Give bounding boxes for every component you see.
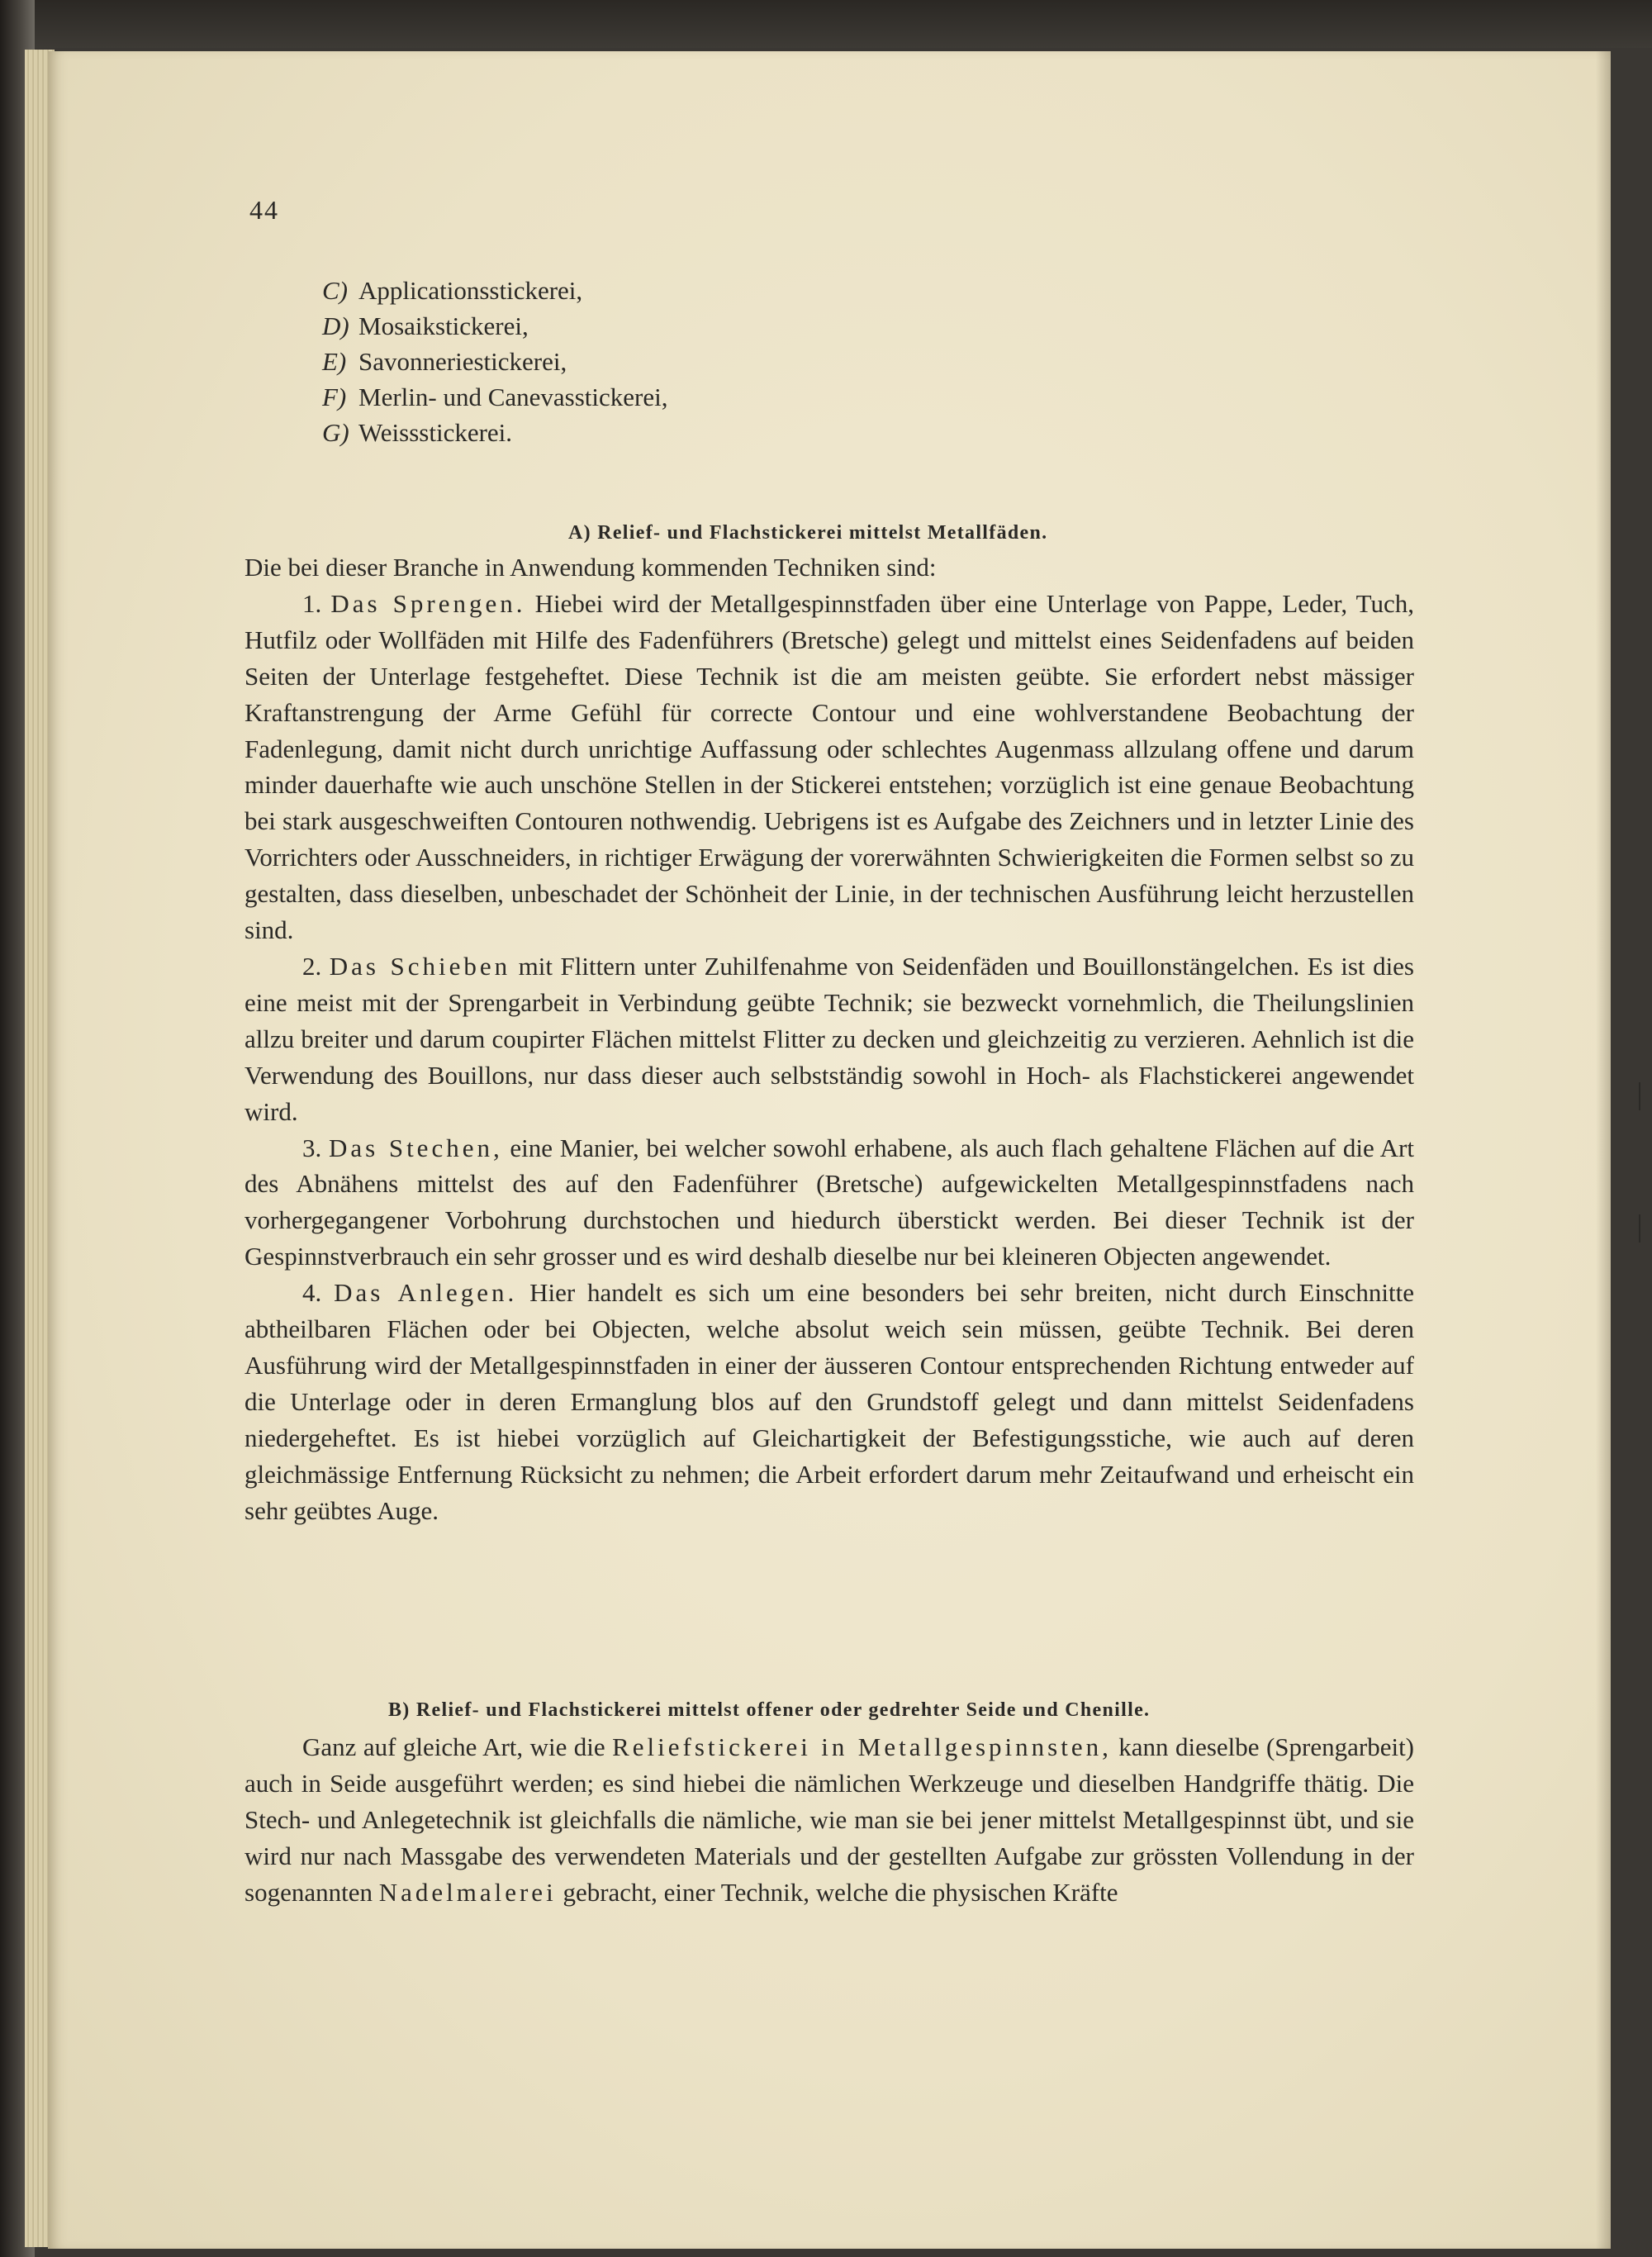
- section-a-intro: Die bei dieser Branche in Anwendung kommenden Techniken sind:: [244, 553, 937, 582]
- toc-text: Savonneriestickerei,: [358, 347, 567, 376]
- scan-background-top: [0, 0, 1652, 48]
- technique-number: 2.: [302, 951, 322, 981]
- toc-text: Merlin- und Canevasstickerei,: [358, 383, 668, 411]
- toc-letter: E): [322, 347, 347, 376]
- toc-text: Weissstickerei.: [358, 418, 513, 447]
- toc-item: [322, 415, 667, 450]
- toc-letter: D): [322, 311, 349, 340]
- section-b-text-start: Ganz auf gleiche Art, wie die: [302, 1732, 605, 1761]
- section-a-heading: A) Relief- und Flachstickerei mittelst Metallfäden.: [568, 522, 1048, 544]
- section-b-paragraph: [244, 1729, 1414, 1911]
- toc-text: Mosaikstickerei,: [358, 311, 529, 340]
- page-gutter-shadow: [1596, 51, 1611, 2249]
- toc-letter: F): [322, 383, 347, 411]
- technique-number: 4.: [302, 1278, 322, 1308]
- page-number: 44: [249, 195, 279, 225]
- technique-paragraph: [244, 948, 1414, 1130]
- technique-paragraph: [244, 1275, 1414, 1528]
- technique-number: 1.: [302, 588, 322, 618]
- technique-term: Das Sprengen.: [330, 588, 526, 618]
- toc-item: [322, 308, 667, 344]
- margin-mark: [1639, 1082, 1640, 1110]
- toc-item: [322, 379, 667, 415]
- technique-paragraph: [244, 1130, 1414, 1276]
- toc-letter: C): [322, 276, 348, 305]
- section-b-term-2: Nadelmalerei: [378, 1877, 557, 1907]
- technique-paragraph: [244, 586, 1414, 948]
- toc-item: [322, 273, 667, 308]
- section-b-heading: B) Relief- und Flachstickerei mittelst offener oder gedrehter Seide und Chenille.: [388, 1699, 1151, 1721]
- technique-term: Das Schieben: [329, 951, 511, 981]
- technique-text: eine Manier, bei welcher sowohl erhabene, als auch flach gehaltene Flächen auf die Art des Abnähens mittelst des auf den Fadenführer (Bretsche) aufgewickelten Metallgespinnstfadens nach vorhergegangener Vorbohrung durchstochen und hiedurch überstickt werden. Bei dieser Technik ist der Gespinnstverbrauch ein sehr grosser und es wird deshalb dieselbe nur bei kleineren Objecten angewendet.: [244, 1133, 1414, 1271]
- section-b-text-mid: kann dieselbe (Sprengarbeit) auch in Seide ausgeführt werden; es sind hiebei die nämlichen Werkzeuge und dieselben Handgriffe thätig. Die Stech- und Anlegetechnik ist gleichfalls die nämliche, wie man sie bei jener mittelst Metallgespinnst übt, und sie wird nur nach Massgabe des verwendeten Materials und der gestellten Aufgabe zur grössten Vollendung in der sogenannten: [244, 1732, 1415, 1907]
- section-b-text-end: gebracht, einer Technik, welche die physischen Kräfte: [563, 1877, 1118, 1907]
- toc-item: [322, 344, 667, 379]
- technique-text: Hier handelt es sich um eine besonders bei sehr breiten, nicht durch Einschnitte abtheilbaren Flächen oder bei Objecten, welche absolut weich sein müssen, geübte Technik. Bei deren Ausführung wird der Metallgespinnstfaden in einer der äusseren Contour entsprechenden Richtung entweder auf die Unterlage oder in deren Ermanglung blos auf den Grundstoff gelegt und dann mittelst Seidenfadens niedergeheftet. Es ist hiebei vorzüglich auf Gleichartigkeit der Befestigungsstiche, wie auch auf deren gleichmässige Entfernung Rücksicht zu nehmen; die Arbeit erfordert darum mehr Zeitaufwand und erheischt ein sehr geübtes Auge.: [244, 1278, 1414, 1525]
- section-b-body: [244, 1729, 1414, 1911]
- technique-text: Hiebei wird der Metallgespinnstfaden über eine Unterlage von Pappe, Leder, Tuch, Hutfilz oder Wollfäden mit Hilfe des Fadenführers (Bretsche) gelegt und mittelst eines Seidenfadens auf beiden Seiten der Unterlage festgeheftet. Diese Technik ist die am meisten geübte. Sie erfordert nebst mässiger Kraftanstrengung der Arme Gefühl für correcte Contour und eine wohlverstandene Beobachtung der Fadenlegung, damit nicht durch unrichtige Auffassung oder schlechtes Augenmass allzulang offene und darum minder dauerhafte wie auch unschöne Stellen in der Stickerei entstehen; vorzüglich ist eine genaue Beobachtung bei stark ausgeschweiften Contouren nothwendig. Uebrigens ist es Aufgabe des Zeichners und in letzter Linie des Vorrichters oder Ausschneiders, in richtiger Erwägung der vorerwähnten Schwierigkeiten die Formen selbst so zu gestalten, dass dieselben, unbeschadet der Schönheit der Linie, in der technischen Ausführung leicht herzustellen sind.: [244, 588, 1415, 945]
- toc-letter: G): [322, 418, 349, 447]
- toc-text: Applicationsstickerei,: [358, 276, 583, 305]
- margin-mark: [1639, 1214, 1640, 1243]
- technique-term: Das Stechen,: [328, 1133, 503, 1162]
- section-b-term: Reliefstickerei in Metallgespinnsten,: [612, 1732, 1112, 1761]
- technique-term: Das Anlegen.: [334, 1278, 518, 1308]
- technique-text: mit Flittern unter Zuhilfenahme von Seidenfäden und Bouillonstängelchen. Es ist dies eine meist mit der Sprengarbeit in Verbindung geübte Technik; sie bezweckt vornehmlich, die Theilungslinien allzu breiter und darum coupirter Flächen mittelst Flitter zu decken und gleichzeitig zu verzieren. Aehnlich ist die Verwendung des Bouillons, nur dass dieser auch selbstständig sowohl in Hoch- als Flachstickerei angewendet wird.: [244, 951, 1414, 1126]
- section-a-body: [244, 549, 1414, 1528]
- technique-number: 3.: [302, 1133, 322, 1162]
- toc-list: [322, 273, 667, 450]
